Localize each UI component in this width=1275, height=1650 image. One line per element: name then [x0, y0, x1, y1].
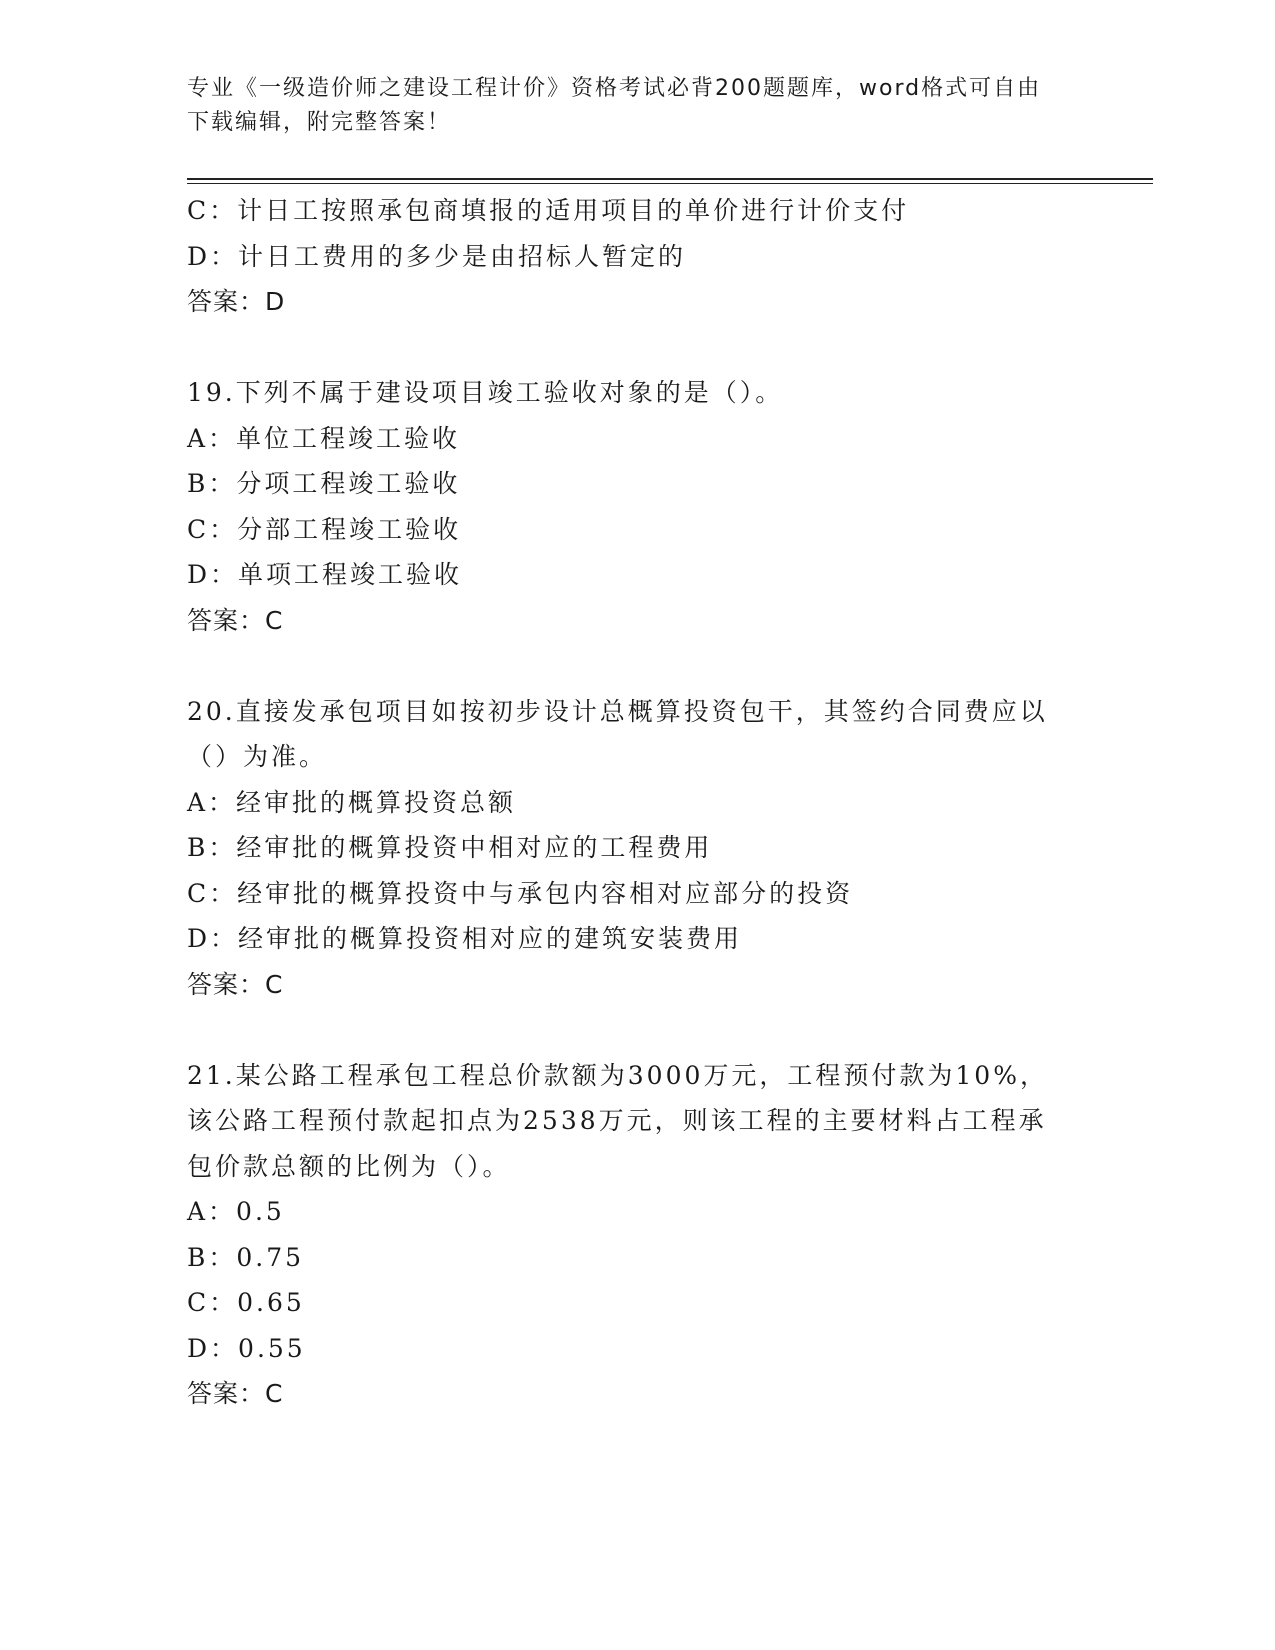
- q20-option-d: D：经审批的概算投资相对应的建筑安装费用: [187, 924, 743, 953]
- q19-answer: 答案：C: [187, 605, 284, 635]
- q21-option-c: C：0.65: [187, 1288, 305, 1317]
- q20-answer: 答案：C: [187, 969, 284, 999]
- q21-option-a: A：0.5: [187, 1197, 285, 1226]
- q21-option-b: B：0.75: [187, 1242, 305, 1272]
- q19-option-b: B：分项工程竣工验收: [187, 469, 461, 498]
- q18-answer: 答案：D: [187, 287, 286, 316]
- q20-option-a: A：经审批的概算投资总额: [187, 787, 517, 817]
- q20-stem-line-1: 20.直接发承包项目如按初步设计总概算投资包干，其签约合同费应以: [187, 696, 1048, 726]
- question-content: [187, 188, 1087, 1417]
- q21-answer: 答案：C: [187, 1379, 284, 1408]
- header-divider-thick: [187, 178, 1153, 180]
- q19-option-d: D：单项工程竣工验收: [187, 560, 463, 589]
- header-divider-thin: [187, 183, 1153, 184]
- q21-option-d: D：0.55: [187, 1333, 306, 1363]
- q20-option-c: C：经审批的概算投资中与承包内容相对应部分的投资: [187, 878, 854, 908]
- q20-option-b: B：经审批的概算投资中相对应的工程费用: [187, 833, 713, 862]
- q19-option-a: A：单位工程竣工验收: [187, 423, 461, 453]
- q21-stem-line-1: 21.某公路工程承包工程总价款额为3000万元，工程预付款为10%，: [187, 1060, 1048, 1090]
- q18-option-c: C：计日工按照承包商填报的适用项目的单价进行计价支付: [187, 196, 910, 225]
- q19-stem: 19.下列不属于建设项目竣工验收对象的是（）。: [187, 378, 784, 407]
- header-line-2: 下载编辑，附完整答案！: [187, 110, 452, 135]
- q21-stem-line-2: 该公路工程预付款起扣点为2538万元，则该工程的主要材料占工程承: [187, 1106, 1047, 1135]
- header-line-1: 专业《一级造价师之建设工程计价》资格考试必背200题题库，word格式可自由: [187, 76, 1042, 101]
- q21-stem-line-3: 包价款总额的比例为（）。: [187, 1151, 511, 1181]
- q19-option-c: C：分部工程竣工验收: [187, 514, 462, 544]
- q18-option-d: D：计日工费用的多少是由招标人暂定的: [187, 241, 687, 271]
- document-header: [187, 72, 1087, 140]
- q20-stem-line-2: （）为准。: [187, 742, 328, 771]
